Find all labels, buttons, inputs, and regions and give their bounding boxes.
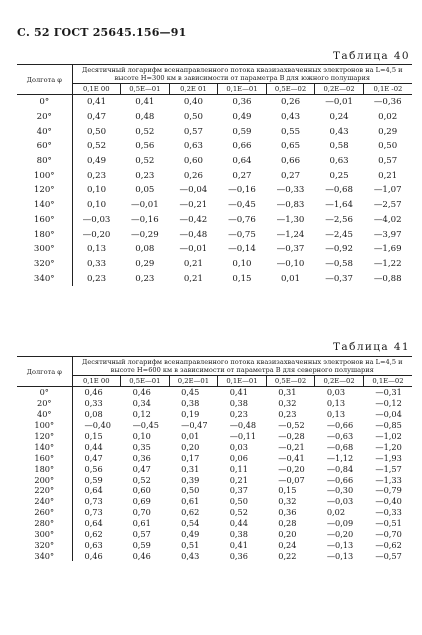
value-cell: —0,68 [326, 441, 354, 452]
value-cell: 0,21 [183, 258, 203, 269]
value-cell: —0,84 [326, 463, 354, 474]
value-cell: —0,76 [228, 214, 256, 225]
value-cell: 0,43 [181, 550, 200, 561]
value-cell: —0,33 [375, 507, 402, 518]
value-cell: 0,23 [86, 170, 107, 181]
value-cell: 0,45 [181, 387, 200, 398]
group-header: Десятичный логарифм всенаправленного потока квазизахваченных электронов на L=4,5 и высоте H=600 км в зависимости от параметра B для северного полушария [72, 357, 412, 376]
value-cell: 0,33 [86, 258, 107, 269]
column-header: 0,1E 00 [72, 376, 121, 387]
value-cell: 0,60 [183, 156, 203, 167]
value-cell: 0,56 [135, 141, 155, 152]
longitude-cell: 20° [17, 398, 72, 409]
table-row [17, 550, 412, 561]
longitude-cell: 180° [17, 227, 72, 242]
longitude-cell: 120° [17, 431, 72, 442]
value-cell: 0,15 [232, 273, 252, 284]
longitude-cell: 260° [17, 507, 72, 518]
value-cell: 0,69 [132, 496, 151, 507]
value-cell: 0,13 [326, 409, 346, 420]
value-cell: —0,85 [375, 420, 402, 431]
value-cell: —0,07 [278, 474, 305, 485]
value-cell: —1,20 [375, 441, 402, 452]
value-cell: 0,49 [181, 529, 200, 540]
value-cell: 0,52 [132, 474, 151, 485]
table-row [17, 227, 412, 242]
value-cell: 0,08 [84, 409, 103, 420]
value-cell: 0,10 [86, 200, 107, 211]
value-cell: 0,58 [329, 141, 349, 152]
value-cell: 0,36 [278, 507, 297, 518]
stub-header: Долгота φ [17, 65, 72, 95]
value-cell: —0,52 [278, 420, 305, 431]
table-row [17, 518, 412, 529]
value-cell: 0,26 [280, 97, 301, 108]
value-cell: 0,33 [84, 398, 103, 409]
longitude-cell: 320° [17, 257, 72, 272]
value-cell: 0,48 [135, 112, 155, 123]
value-cell: —1,30 [276, 214, 305, 225]
value-cell: 0,10 [86, 185, 107, 196]
value-cell: 0,41 [135, 97, 155, 108]
value-cell: 0,11 [229, 463, 248, 474]
value-cell: 0,29 [378, 126, 398, 137]
value-cell: —0,16 [130, 214, 159, 225]
value-cell: —0,13 [326, 550, 354, 561]
value-cell: 0,43 [329, 126, 349, 137]
value-cell: 0,23 [135, 273, 155, 284]
value-cell: —0,01 [130, 200, 159, 211]
table-row [17, 95, 412, 110]
table-row [17, 124, 412, 139]
value-cell: 0,49 [232, 112, 252, 123]
value-cell: —0,68 [325, 185, 353, 196]
value-cell: 0,20 [181, 441, 200, 452]
table-row [17, 110, 412, 125]
value-cell: 0,44 [84, 441, 103, 452]
value-cell: 0,50 [183, 112, 203, 123]
value-cell: 0,27 [280, 170, 301, 181]
value-cell: 0,23 [278, 409, 297, 420]
value-cell: 0,38 [181, 398, 200, 409]
value-cell: 0,62 [181, 507, 200, 518]
value-cell: —0,37 [276, 244, 305, 255]
value-cell: —0,33 [276, 185, 305, 196]
column-header: 0,1E -02 [363, 84, 412, 95]
value-cell: —1,33 [375, 474, 402, 485]
value-cell: 0,23 [86, 273, 107, 284]
value-cell: —0,48 [179, 229, 208, 240]
value-cell: 0,15 [84, 431, 103, 441]
column-header: 0,2E 01 [169, 84, 218, 95]
value-cell: 0,63 [84, 539, 103, 550]
value-cell: 0,31 [181, 463, 200, 474]
table-40-caption: Таблица 40 [333, 50, 410, 62]
value-cell: 0,03 [326, 387, 346, 398]
value-cell: —1,69 [373, 244, 402, 255]
value-cell: 0,27 [232, 170, 252, 181]
value-cell: 0,64 [84, 485, 103, 496]
table-row [17, 539, 412, 550]
value-cell: —1,24 [276, 229, 305, 240]
value-cell: 0,21 [378, 170, 398, 181]
value-cell: —0,70 [375, 529, 402, 540]
value-cell: 0,29 [135, 258, 155, 269]
value-cell: —0,48 [229, 420, 257, 431]
value-cell: —0,75 [228, 229, 256, 240]
value-cell: —0,20 [326, 529, 354, 540]
value-cell: 0,66 [232, 141, 252, 152]
value-cell: 0,17 [181, 452, 200, 463]
table-row [17, 271, 412, 286]
value-cell: 0,51 [181, 539, 200, 550]
column-header: 0,5E—01 [121, 84, 170, 95]
table-row [17, 154, 412, 169]
longitude-cell: 40° [17, 124, 72, 139]
value-cell: 0,10 [132, 431, 151, 441]
longitude-cell: 300° [17, 529, 72, 540]
value-cell: —0,66 [326, 420, 354, 431]
value-cell: 0,39 [181, 474, 200, 485]
value-cell: —0,42 [179, 214, 208, 225]
value-cell: —0,92 [325, 244, 353, 255]
value-cell: —0,62 [375, 539, 402, 550]
value-cell: 0,01 [181, 431, 200, 441]
value-cell: —0,12 [375, 398, 402, 409]
value-cell: 0,01 [280, 273, 301, 284]
value-cell: 0,03 [229, 441, 248, 452]
table-row [17, 168, 412, 183]
value-cell: —0,01 [179, 244, 208, 255]
value-cell: 0,23 [135, 170, 155, 181]
value-cell: —1,64 [325, 200, 353, 211]
value-cell: 0,49 [86, 156, 107, 167]
page-header: С. 52 ГОСТ 25645.156—91 [17, 26, 187, 39]
value-cell: —0,04 [179, 185, 208, 196]
longitude-cell: 140° [17, 441, 72, 452]
value-cell: —1,07 [373, 185, 402, 196]
value-cell: —1,57 [375, 463, 402, 474]
table-row [17, 485, 412, 496]
value-cell: —0,30 [326, 485, 354, 496]
value-cell: 0,57 [378, 156, 398, 167]
value-cell: 0,19 [181, 409, 200, 420]
value-cell: 0,61 [132, 518, 151, 529]
value-cell: 0,08 [135, 244, 155, 255]
value-cell: 0,46 [132, 550, 151, 561]
value-cell: —0,04 [375, 409, 402, 420]
value-cell: 0,32 [278, 496, 297, 507]
value-cell: 0,56 [84, 463, 103, 474]
table-row [17, 257, 412, 272]
value-cell: 0,23 [229, 409, 248, 420]
value-cell: 0,63 [329, 156, 349, 167]
value-cell: —0,36 [373, 97, 402, 108]
value-cell: —0,20 [278, 463, 305, 474]
value-cell: —0,28 [278, 431, 305, 441]
value-cell: 0,35 [132, 441, 151, 452]
value-cell: 0,52 [86, 141, 107, 152]
value-cell: 0,28 [278, 518, 297, 529]
longitude-cell: 100° [17, 420, 72, 431]
table-row [17, 431, 412, 442]
value-cell: 0,50 [378, 141, 398, 152]
table-row [17, 496, 412, 507]
table-row [17, 183, 412, 198]
value-cell: —2,56 [325, 214, 353, 225]
value-cell: —0,10 [276, 258, 305, 269]
column-header: 0,1E—02 [363, 376, 412, 387]
table-row [17, 398, 412, 409]
value-cell: —0,45 [132, 420, 159, 431]
table-row [17, 420, 412, 431]
value-cell: 0,62 [84, 529, 103, 540]
longitude-cell: 200° [17, 474, 72, 485]
value-cell: 0,57 [183, 126, 203, 137]
value-cell: 0,20 [278, 529, 297, 540]
value-cell: 0,63 [183, 141, 203, 152]
value-cell: —0,31 [375, 387, 402, 398]
value-cell: 0,24 [278, 539, 297, 550]
table-row [17, 463, 412, 474]
value-cell: —0,03 [326, 496, 354, 507]
column-header: 0,1E—01 [218, 84, 267, 95]
value-cell: 0,73 [84, 496, 103, 507]
value-cell: —0,20 [82, 229, 111, 240]
column-header: 0,2E—02 [315, 84, 364, 95]
value-cell: 0,21 [229, 474, 248, 485]
table-41-caption: Таблица 41 [333, 341, 410, 353]
column-header: 0,5E—01 [121, 376, 170, 387]
value-cell: 0,59 [132, 539, 151, 550]
table-row [17, 474, 412, 485]
column-header: 0,2E—02 [315, 376, 364, 387]
value-cell: —0,09 [326, 518, 354, 529]
longitude-cell: 80° [17, 154, 72, 169]
value-cell: 0,46 [84, 387, 103, 398]
table-row [17, 507, 412, 518]
value-cell: 0,47 [86, 112, 107, 123]
value-cell: 0,22 [278, 550, 297, 561]
value-cell: 0,52 [229, 507, 248, 518]
value-cell: —0,47 [181, 420, 208, 431]
value-cell: —2,57 [373, 200, 402, 211]
value-cell: —0,11 [229, 431, 257, 441]
value-cell: 0,55 [280, 126, 301, 137]
longitude-cell: 240° [17, 496, 72, 507]
value-cell: 0,57 [132, 529, 151, 540]
table-row [17, 529, 412, 540]
value-cell: —0,16 [228, 185, 256, 196]
value-cell: —0,14 [228, 244, 256, 255]
table-row [17, 441, 412, 452]
value-cell: 0,64 [232, 156, 252, 167]
longitude-cell: 20° [17, 110, 72, 125]
longitude-cell: 280° [17, 518, 72, 529]
value-cell: 0,43 [280, 112, 301, 123]
value-cell: 0,50 [181, 485, 200, 496]
value-cell: 0,10 [232, 258, 252, 269]
value-cell: 0,73 [84, 507, 103, 518]
longitude-cell: 340° [17, 550, 72, 561]
longitude-cell: 160° [17, 452, 72, 463]
value-cell: —0,29 [130, 229, 159, 240]
value-cell: 0,38 [229, 398, 248, 409]
value-cell: 0,15 [278, 485, 297, 496]
value-cell: 0,52 [135, 156, 155, 167]
value-cell: —0,66 [326, 474, 354, 485]
column-header: 0,1E 00 [72, 84, 121, 95]
value-cell: 0,59 [232, 126, 252, 137]
value-cell: —1,93 [375, 452, 402, 463]
value-cell: —1,02 [375, 431, 402, 441]
value-cell: 0,54 [181, 518, 200, 529]
table-row [17, 213, 412, 228]
longitude-cell: 60° [17, 139, 72, 154]
value-cell: —0,13 [326, 539, 354, 550]
value-cell: 0,38 [229, 529, 248, 540]
value-cell: 0,26 [183, 170, 203, 181]
value-cell: —0,21 [179, 200, 208, 211]
value-cell: 0,44 [229, 518, 248, 529]
table-row [17, 409, 412, 420]
group-header: Десятичный логарифм всенаправленного потока квазизахваченных электронов на L=4,5 и высоте H=300 км в зависимости от параметра B для южного полушария [72, 65, 412, 84]
value-cell: 0,59 [84, 474, 103, 485]
value-cell: 0,70 [132, 507, 151, 518]
value-cell: 0,24 [329, 112, 349, 123]
value-cell: 0,05 [135, 185, 155, 196]
value-cell: 0,36 [132, 452, 151, 463]
longitude-cell: 140° [17, 198, 72, 213]
stub-header: Долгота φ [17, 357, 72, 387]
table-40 [17, 64, 412, 286]
value-cell: 0,36 [232, 97, 252, 108]
longitude-cell: 160° [17, 213, 72, 228]
table-row [17, 387, 412, 398]
value-cell: 0,06 [229, 452, 248, 463]
value-cell: —0,03 [82, 214, 111, 225]
value-cell: 0,13 [326, 398, 346, 409]
table-row [17, 452, 412, 463]
value-cell: 0,41 [229, 387, 248, 398]
value-cell: —0,51 [375, 518, 402, 529]
value-cell: 0,47 [84, 452, 103, 463]
value-cell: 0,25 [329, 170, 349, 181]
value-cell: 0,40 [183, 97, 203, 108]
value-cell: —1,12 [326, 452, 354, 463]
value-cell: 0,13 [86, 244, 107, 255]
value-cell: —0,21 [278, 441, 305, 452]
column-header: 0,5E—02 [266, 376, 315, 387]
table-row [17, 198, 412, 213]
longitude-cell: 220° [17, 485, 72, 496]
value-cell: 0,02 [378, 112, 398, 123]
longitude-cell: 300° [17, 242, 72, 257]
value-cell: 0,52 [135, 126, 155, 137]
value-cell: —2,45 [325, 229, 353, 240]
value-cell: —4,02 [373, 214, 402, 225]
longitude-cell: 0° [17, 387, 72, 398]
longitude-cell: 340° [17, 271, 72, 286]
value-cell: 0,65 [280, 141, 301, 152]
value-cell: —0,57 [375, 550, 402, 561]
value-cell: 0,50 [86, 126, 107, 137]
column-header: 0,5E—02 [266, 84, 315, 95]
value-cell: 0,12 [132, 409, 151, 420]
value-cell: 0,41 [229, 539, 248, 550]
value-cell: —1,22 [373, 258, 402, 269]
table-41 [17, 356, 412, 561]
longitude-cell: 180° [17, 463, 72, 474]
longitude-cell: 100° [17, 168, 72, 183]
value-cell: —0,45 [228, 200, 256, 211]
value-cell: —0,63 [326, 431, 354, 441]
value-cell: 0,37 [229, 485, 248, 496]
value-cell: 0,66 [280, 156, 301, 167]
value-cell: 0,32 [278, 398, 297, 409]
column-header: 0,2E—01 [169, 376, 218, 387]
value-cell: 0,46 [132, 387, 151, 398]
value-cell: —0,01 [325, 97, 353, 108]
value-cell: 0,61 [181, 496, 200, 507]
value-cell: 0,34 [132, 398, 151, 409]
value-cell: 0,46 [84, 550, 103, 561]
value-cell: —0,83 [276, 200, 305, 211]
longitude-cell: 320° [17, 539, 72, 550]
value-cell: —0,41 [278, 452, 305, 463]
value-cell: 0,36 [229, 550, 248, 561]
value-cell: 0,31 [278, 387, 297, 398]
value-cell: —0,37 [325, 273, 353, 284]
value-cell: —0,40 [375, 496, 402, 507]
value-cell: 0,41 [86, 97, 107, 108]
column-header: 0,1E—01 [218, 376, 267, 387]
value-cell: —3,97 [373, 229, 402, 240]
value-cell: —0,40 [84, 420, 111, 431]
longitude-cell: 120° [17, 183, 72, 198]
table-row [17, 242, 412, 257]
value-cell: 0,47 [132, 463, 151, 474]
value-cell: —0,88 [373, 273, 402, 284]
value-cell: 0,50 [229, 496, 248, 507]
value-cell: 0,21 [183, 273, 203, 284]
longitude-cell: 0° [17, 95, 72, 110]
longitude-cell: 40° [17, 409, 72, 420]
value-cell: —0,79 [375, 485, 402, 496]
table-row [17, 139, 412, 154]
value-cell: 0,60 [132, 485, 151, 496]
value-cell: —0,58 [325, 258, 353, 269]
value-cell: 0,02 [326, 507, 346, 518]
value-cell: 0,64 [84, 518, 103, 529]
